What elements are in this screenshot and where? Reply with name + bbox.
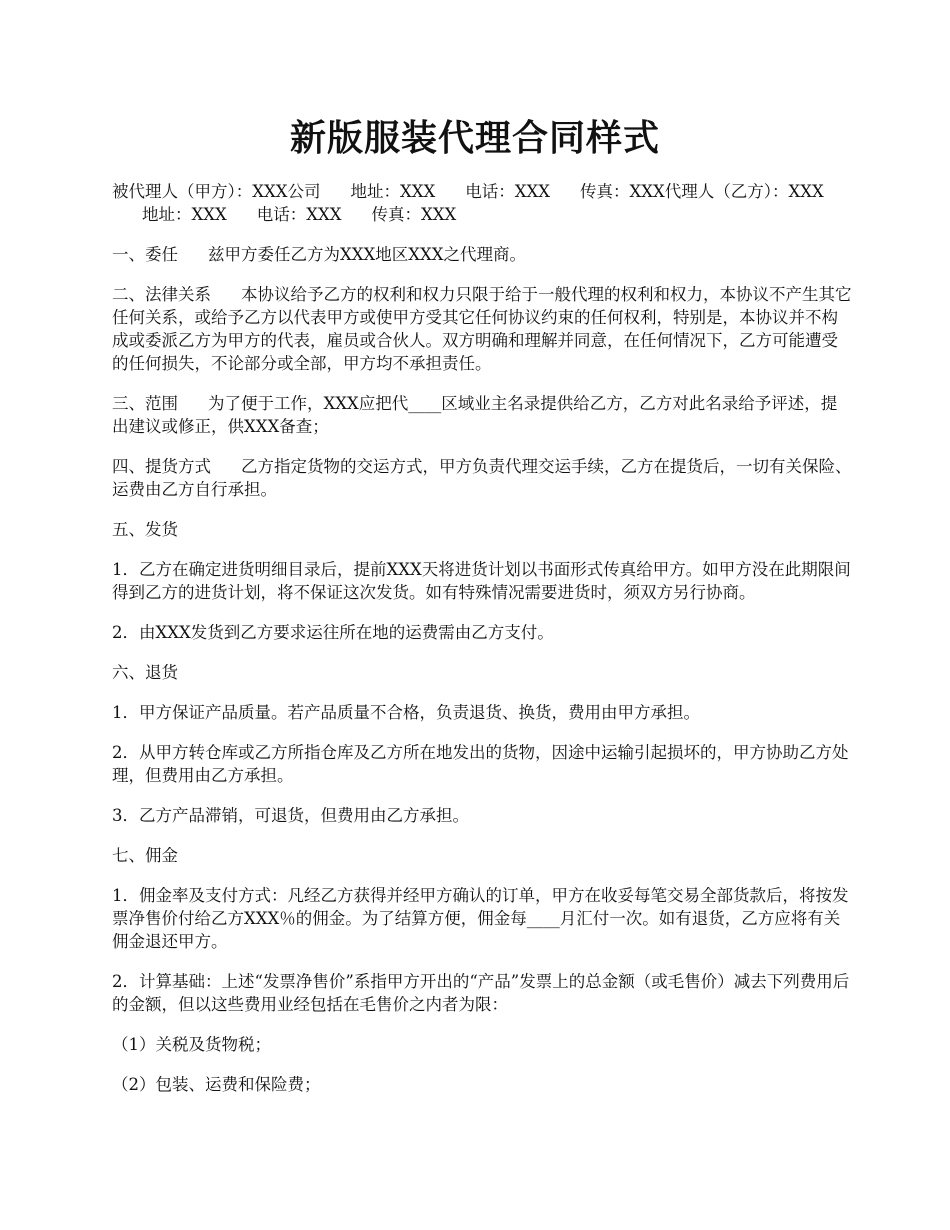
document-title: 新版服装代理合同样式: [289, 117, 660, 159]
principal-label: 被代理人（甲方）：XXX公司: [112, 182, 321, 201]
section-heading: 二、法律关系: [112, 285, 211, 304]
returns-item-1: 1．甲方保证产品质量。若产品质量不合格，负责退货、换货，费用由甲方承担。: [112, 703, 700, 722]
section-commission-heading: 七、佣金: [112, 846, 178, 865]
principal-fax: 传真：XXX: [580, 182, 665, 201]
section-scope: [112, 392, 852, 438]
section-text: 兹甲方委任乙方为XXX地区XXX之代理商。: [208, 245, 526, 264]
agent-address: 地址：XXX: [142, 205, 227, 224]
section-pickup-method: [112, 455, 852, 501]
section-text: 为了便于工作，XXX应把代____区域业主名录提供给乙方，乙方对此名录给予评述，提出建议或修正，供XXX备查；: [112, 394, 838, 436]
principal-phone: 电话：XXX: [465, 182, 550, 201]
section-legal-relationship: [112, 283, 852, 375]
section-returns-heading: 六、退货: [112, 663, 178, 682]
section-delivery-heading: 五、发货: [112, 520, 178, 539]
returns-item-3: 3．乙方产品滞销，可退货，但费用由乙方承担。: [112, 806, 469, 825]
delivery-item-1: 1．乙方在确定进货明细目录后，提前XXX天将进货计划以书面形式传真给甲方。如甲方没在此期限间得到乙方的进货计划，将不保证这次发货。如有特殊情况需要进货时，须双方另行协商。: [112, 560, 851, 602]
commission-item-2: 2．计算基础：上述“发票净售价”系指甲方开出的“产品”发票上的总金额（或毛售价）减去下列费用后的金额，但以这些费用业经包括在毛售价之内者为限：: [112, 972, 850, 1014]
section-heading: 三、范围: [112, 394, 178, 413]
document-body: [112, 180, 852, 1113]
returns-item-2: 2．从甲方转仓库或乙方所指仓库及乙方所在地发出的货物，因途中运输引起损坏的，甲方协助乙方处理，但费用由乙方承担。: [112, 743, 849, 785]
section-text: 本协议给予乙方的权利和权力只限于给于一般代理的权利和权力，本协议不产生其它任何关系，或给予乙方以代表甲方或使甲方受其它任何协议约束的任何权利，特别是，本协议并不构成或委派乙方为甲方的代表，雇员或合伙人。双方明确和理解并同意，在任何情况下，乙方可能遭受的任何损失，不论部分或全部，甲方均不承担责任。: [112, 285, 852, 373]
section-appointment: [112, 243, 852, 266]
agent-phone: 电话：XXX: [256, 205, 342, 224]
agent-fax: 传真：XXX: [371, 205, 457, 224]
commission-sub-item-2: （2）包装、运费和保险费；: [112, 1075, 321, 1094]
delivery-item-2: 2．由XXX发货到乙方要求运往所在地的运费需由乙方支付。: [112, 623, 554, 642]
section-heading: 一、委任: [112, 245, 178, 264]
parties-paragraph: [112, 180, 852, 226]
principal-address: 地址：XXX: [350, 182, 436, 201]
agent-label: 代理人（乙方）：XXX: [664, 182, 824, 201]
commission-item-1: 1．佣金率及支付方式：凡经乙方获得并经甲方确认的订单，甲方在收妥每笔交易全部货款后，将按发票净售价付给乙方XXX％的佣金。为了结算方便，佣金每____月汇付一次。如有退货，乙方应将有关佣金退还甲方。: [112, 886, 849, 951]
commission-sub-item-1: （1）关税及货物税；: [112, 1035, 271, 1054]
section-text: 乙方指定货物的交运方式，甲方负责代理交运手续，乙方在提货后，一切有关保险、运费由乙方自行承担。: [112, 457, 852, 499]
section-heading: 四、提货方式: [112, 457, 211, 476]
